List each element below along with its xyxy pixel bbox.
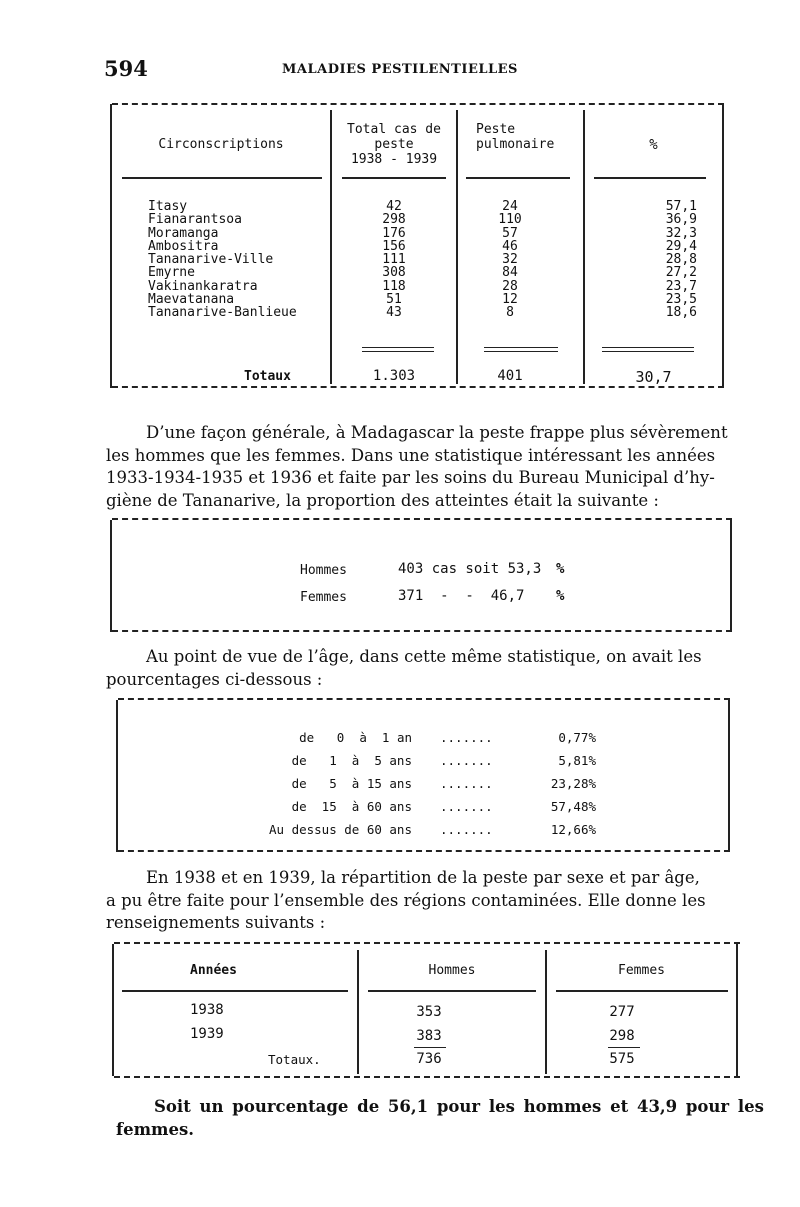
row-value-hommes: 403 cas soit 53,3 xyxy=(398,561,542,577)
totals-label: Totaux. xyxy=(268,1052,321,1067)
row-hommes: 353 xyxy=(416,1004,442,1020)
table-cell-pulmonaire: 32 xyxy=(502,252,518,268)
table-cell-total: 43 xyxy=(386,305,402,321)
row-label-hommes: Hommes xyxy=(300,563,347,578)
table-border-top xyxy=(114,942,740,944)
row-femmes: 298 xyxy=(609,1028,635,1044)
row-year: 1939 xyxy=(190,1026,224,1042)
paragraph-1: D’une façon générale, à Madagascar la peste frappe plus sévèrement les hommes que les femmes. Dans une statistique intéressant les années 1933-1934-1935 et 1936 et faite par les soins du Bureau Municipal d’hy- giène de Tananarive, la proportion des atteintes était la suivante : xyxy=(106,423,728,510)
table-cell-total: 308 xyxy=(382,265,406,281)
totals-femmes: 575 xyxy=(609,1051,635,1067)
row-label-femmes: Femmes xyxy=(300,590,347,605)
header-circonscriptions: Circonscriptions xyxy=(158,137,284,152)
table-row-name: Vakinankaratra xyxy=(148,278,258,294)
header-peste-pulmonaire: Peste pulmonaire xyxy=(476,122,555,152)
list-item: de 15 à 60 ans ....... 57,48% xyxy=(291,799,596,814)
table-row-name: Tananarive-Ville xyxy=(148,252,274,268)
table-cell-percent: 18,6 xyxy=(665,305,697,321)
list-item: Au dessus de 60 ans ....... 12,66% xyxy=(269,822,596,837)
table-border-right xyxy=(722,104,724,388)
table-cell-pulmonaire: 46 xyxy=(502,238,518,254)
table-row-name: Tananarive-Banlieue xyxy=(148,305,297,321)
sum-rule xyxy=(608,1047,640,1048)
table-cell-total: 42 xyxy=(386,199,402,214)
page-number: 594 xyxy=(104,56,148,81)
table-row-name: Maevatanana xyxy=(148,292,235,308)
header-rule xyxy=(466,177,570,179)
totals-percent: 30,7 xyxy=(635,368,672,386)
sum-rule xyxy=(414,1047,446,1048)
table-cell-percent: 27,2 xyxy=(665,265,697,281)
paragraph-2: Au point de vue de l’âge, dans cette même statistique, on avait les pourcentages ci-dessous : xyxy=(106,647,702,689)
list-item: de 1 à 5 ans ....... 5,81% xyxy=(291,753,596,768)
table-border-right xyxy=(736,944,738,1076)
table-border-bottom xyxy=(112,386,724,388)
total-rule xyxy=(484,347,558,352)
table-cell-percent: 29,4 xyxy=(665,238,697,254)
table-cell-total: 298 xyxy=(382,212,406,228)
header-percent: % xyxy=(649,137,658,153)
col-pulmonaire xyxy=(458,200,562,320)
header-rule xyxy=(122,990,348,992)
total-rule xyxy=(362,347,434,352)
table-border-top xyxy=(112,103,724,105)
table-border-top xyxy=(112,518,732,520)
table-cell-percent: 36,9 xyxy=(665,212,697,228)
row-percent-hommes: % xyxy=(556,561,565,577)
header-rule xyxy=(368,990,536,992)
table-cell-total: 51 xyxy=(386,292,402,308)
paragraph-4: Soit un pourcentage de 56,1 pour les hommes et 43,9 pour les femmes. xyxy=(116,1097,764,1139)
table-row-name: Emyrne xyxy=(148,265,195,281)
table-cell-total: 111 xyxy=(382,252,406,268)
table-border-left xyxy=(110,520,112,632)
row-percent-femmes: % xyxy=(556,588,565,604)
header-rule xyxy=(556,990,728,992)
table-cell-total: 156 xyxy=(382,238,406,254)
header-total: Total cas de peste 1938 - 1939 xyxy=(347,122,441,167)
table-border-top xyxy=(118,698,730,700)
totals-hommes: 736 xyxy=(416,1051,442,1067)
table-cell-pulmonaire: 28 xyxy=(502,278,518,294)
row-hommes: 383 xyxy=(416,1028,442,1044)
table-cell-pulmonaire: 8 xyxy=(506,305,514,321)
table-cell-pulmonaire: 84 xyxy=(502,265,518,281)
table-border-left xyxy=(112,944,114,1076)
table-border-bottom xyxy=(118,850,730,852)
table-cell-pulmonaire: 110 xyxy=(498,212,522,228)
paragraph-3: En 1938 et en 1939, la répartition de la peste par sexe et par âge, a pu être faite pour l’ensemble des régions contaminées. Elle donne les renseignements suivants : xyxy=(106,868,706,932)
table-cell-percent: 32,3 xyxy=(665,225,697,241)
col-percent xyxy=(585,200,697,320)
row-year: 1938 xyxy=(190,1002,224,1018)
list-item: de 5 à 15 ans ....... 23,28% xyxy=(291,776,596,791)
col-circonscriptions xyxy=(148,200,328,320)
table-cell-total: 118 xyxy=(382,278,406,294)
table-cell-pulmonaire: 12 xyxy=(502,292,518,308)
totals-pulmonaire: 401 xyxy=(497,368,523,384)
table-border-right xyxy=(728,700,730,852)
row-femmes: 277 xyxy=(609,1004,635,1020)
col-total xyxy=(332,200,456,320)
table-border-bottom xyxy=(112,630,732,632)
table-cell-percent: 28,8 xyxy=(665,252,697,268)
running-title: MALADIES PESTILENTIELLES xyxy=(282,62,518,77)
table-border-bottom xyxy=(114,1076,740,1078)
table-row-name: Fianarantsoa xyxy=(148,212,242,228)
table-border-left xyxy=(116,700,118,852)
table-row-name: Ambositra xyxy=(148,238,219,254)
table-row-name: Moramanga xyxy=(148,225,219,241)
row-value-femmes: 371 - - 46,7 xyxy=(398,588,525,604)
table-cell-percent: 57,1 xyxy=(665,199,697,214)
list-item: de 0 à 1 an ....... 0,77% xyxy=(299,730,596,745)
table-cell-total: 176 xyxy=(382,225,406,241)
table-cell-pulmonaire: 57 xyxy=(502,225,518,241)
table-cell-percent: 23,5 xyxy=(665,292,697,308)
header-femmes: Femmes xyxy=(618,963,665,978)
totals-label: Totaux xyxy=(244,369,291,384)
header-rule xyxy=(122,177,322,179)
age-rows xyxy=(269,726,600,841)
total-rule xyxy=(602,347,694,352)
table-row-name: Itasy xyxy=(148,199,188,214)
header-annees: Années xyxy=(190,963,237,978)
totals-total: 1.303 xyxy=(372,368,416,384)
table-border-right xyxy=(730,520,732,632)
header-rule xyxy=(342,177,446,179)
table-cell-percent: 23,7 xyxy=(665,278,697,294)
header-hommes: Hommes xyxy=(428,963,476,978)
table-cell-pulmonaire: 24 xyxy=(502,199,518,214)
header-rule xyxy=(594,177,706,179)
